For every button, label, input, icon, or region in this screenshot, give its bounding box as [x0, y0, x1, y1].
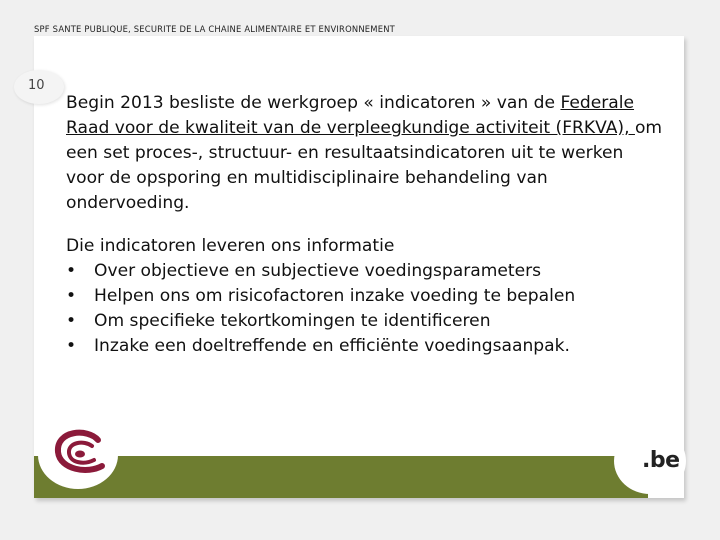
list-item	[66, 334, 666, 359]
paragraph-intro-end: om een set proces-, structuur- en resultaatsindicatoren uit te werken voor de opsporing en multidisciplinaire behandeling van ondervoeding.	[66, 118, 663, 213]
slide-number: 10	[28, 78, 45, 93]
header-title: SPF SANTE PUBLIQUE, SECURITE DE LA CHAINE ALIMENTAIRE ET ENVIRONNEMENT	[34, 24, 395, 34]
list-item-text: Om specifieke tekortkomingen te identificeren	[94, 311, 491, 331]
list-item-text: Inzake een doeltreffende en efficiënte voedingsaanpak.	[94, 336, 570, 356]
list-item	[66, 309, 666, 334]
paragraph-intro	[66, 91, 666, 216]
be-logo: .be	[642, 448, 680, 473]
paragraph-intro-start: Begin 2013 besliste de werkgroep « indicatoren » van de	[66, 93, 561, 113]
list-item-text: Helpen ons om risicofactoren inzake voeding te bepalen	[94, 286, 576, 306]
bullet-marker: •	[66, 261, 77, 281]
institution-logo	[36, 410, 146, 500]
bullet-marker: •	[66, 336, 77, 356]
list-item-text: Over objectieve en subjectieve voedingsparameters	[94, 261, 542, 281]
bullet-marker: •	[66, 286, 77, 306]
bullet-marker: •	[66, 311, 77, 331]
frkva-name: Federale Raad voor de kwaliteit van de verpleegkundige activiteit (FRKVA),	[66, 93, 635, 138]
indicator-info-intro: Die indicatoren leveren ons informatie	[66, 236, 395, 256]
indicator-info-block	[66, 234, 666, 359]
slide-body	[66, 91, 666, 359]
list-item	[66, 259, 666, 284]
list-item	[66, 284, 666, 309]
